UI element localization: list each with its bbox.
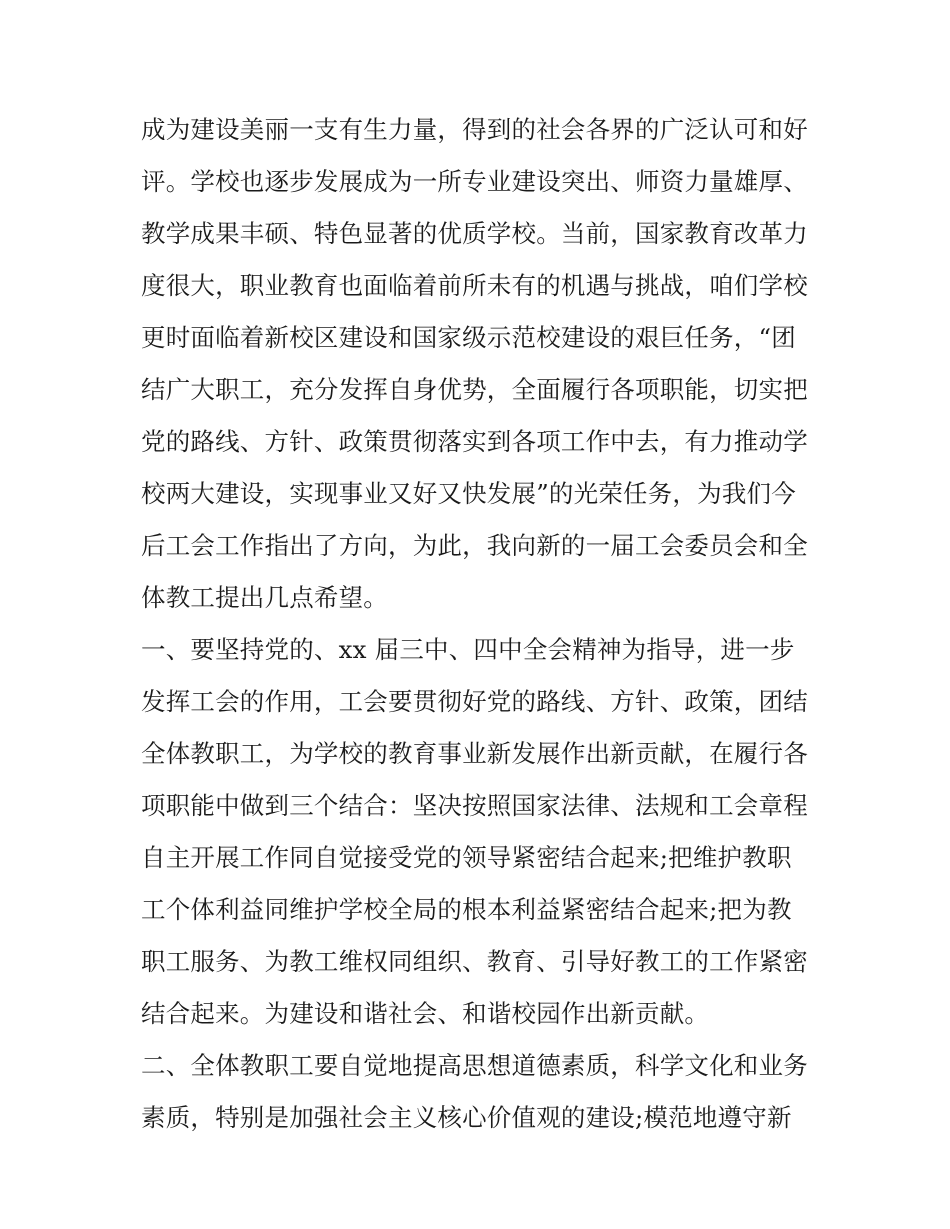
text-line: 结合起来。为建设和谐社会、和谐校园作出新贡献。: [141, 999, 710, 1028]
text-line: 项职能中做到三个结合：坚决按照国家法律、法规和工会章程: [141, 791, 808, 820]
text-line: 二、全体教职工要自觉地提高思想道德素质，科学文化和业务: [141, 1051, 808, 1080]
text-line: 职工服务、为教工维权同组织、教育、引导好教工的工作紧密: [141, 947, 808, 976]
text-line: 结广大职工，充分发挥自身优势，全面履行各项职能，切实把: [141, 375, 808, 404]
text-line: 成为建设美丽一支有生力量，得到的社会各界的广泛认可和好: [141, 115, 808, 144]
text-line: 后工会工作指出了方向，为此，我向新的一届工会委员会和全: [141, 531, 808, 560]
text-line: 党的路线、方针、政策贯彻落实到各项工作中去，有力推动学: [141, 427, 808, 456]
text-line: 自主开展工作同自觉接受党的领导紧密结合起来;把维护教职: [141, 843, 792, 872]
text-line: 一、要坚持党的、xx 届三中、四中全会精神为指导，进一步: [141, 635, 795, 664]
text-line: 校两大建设，实现事业又好又快发展”的光荣任务，为我们今: [141, 479, 796, 508]
text-line: 发挥工会的作用，工会要贯彻好党的路线、方针、政策，团结: [141, 687, 808, 716]
text-line: 教学成果丰硕、特色显著的优质学校。当前，国家教育改革力: [141, 219, 808, 248]
text-line: 素质，特别是加强社会主义核心价值观的建设;模范地遵守新: [141, 1103, 792, 1132]
text-line: 工个体利益同维护学校全局的根本利益紧密结合起来;把为教: [141, 895, 792, 924]
text-line: 更时面临着新校区建设和国家级示范校建设的艰巨任务，“团: [141, 323, 796, 352]
body-text: [141, 104, 821, 1144]
text-line: 度很大，职业教育也面临着前所未有的机遇与挑战，咱们学校: [141, 271, 808, 300]
text-line: 全体教职工，为学校的教育事业新发展作出新贡献，在履行各: [141, 739, 808, 768]
text-line: 体教工提出几点希望。: [141, 583, 388, 612]
text-line: 评。学校也逐步发展成为一所专业建设突出、师资力量雄厚、: [141, 167, 808, 196]
